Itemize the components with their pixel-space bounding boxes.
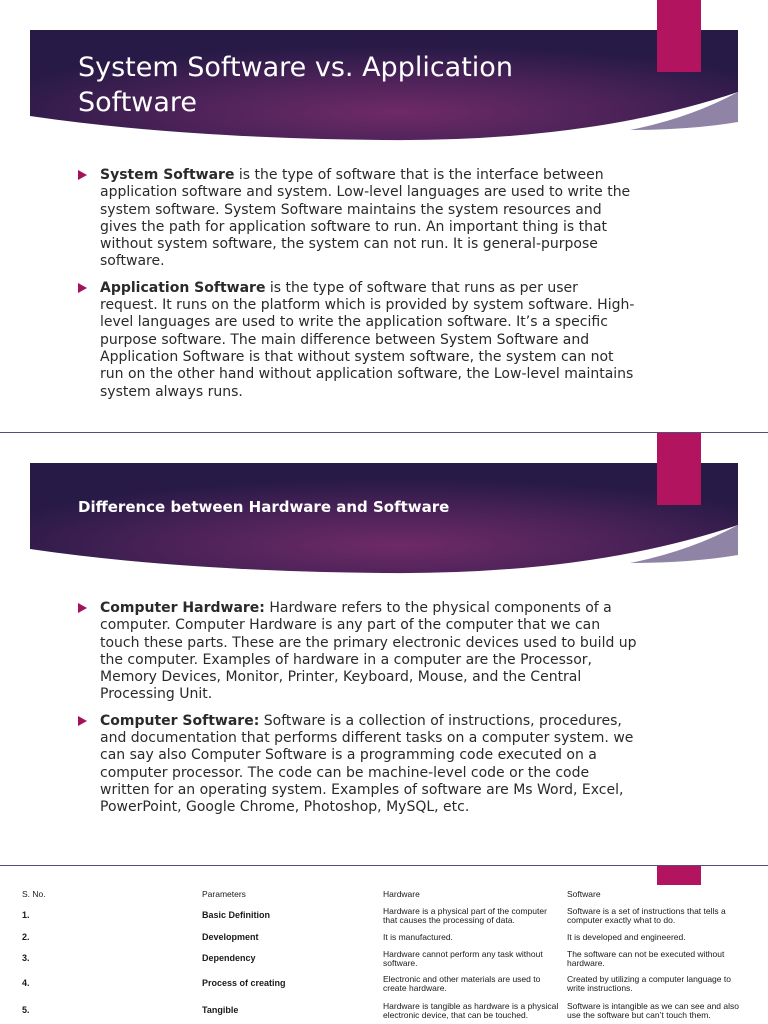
- bullet-item: [78, 600, 638, 704]
- table-row: [22, 904, 742, 928]
- bullet-item: [78, 280, 638, 401]
- bullet-item: [78, 167, 638, 271]
- accent-bar: [657, 433, 701, 505]
- header-cell: Software: [567, 889, 601, 900]
- bullet-list: [78, 167, 638, 410]
- table-cell: 5.: [22, 1005, 30, 1016]
- header-cell: Parameters: [202, 889, 246, 900]
- table-row: [22, 970, 742, 998]
- slide-3: [0, 866, 768, 1024]
- table-cell: It is developed and engineered.: [567, 932, 686, 943]
- table-cell: Software is intangible as we can see and also use the software but can’t touch them.: [567, 1000, 739, 1020]
- table-row: [22, 998, 742, 1024]
- bullet-term: Computer Software:: [100, 712, 260, 729]
- bullet-text: Software is a collection of instructions, procedures, and documentation that performs different tasks on a computer system. we can say also Computer Software is a programming code executed on a computer processor. The code can be machine-level code or the code written for an operating system. Examples of software are Ms Word, Excel, PowerPoint, Google Chrome, Photoshop, MySQL, etc.: [100, 712, 634, 816]
- table-cell: 4.: [22, 978, 30, 989]
- bullet-term: Application Software: [100, 279, 266, 296]
- bullet-arrow-icon: [78, 283, 87, 293]
- title-banner: [30, 463, 738, 575]
- table-row: [22, 948, 742, 970]
- table-cell: It is manufactured.: [383, 932, 453, 943]
- bullet-arrow-icon: [78, 170, 87, 180]
- bullet-text: is the type of software that runs as per user request. It runs on the platform which is provided by system software. High-level languages are used to write the application software. It’s a specific purpose software. The main difference between System Software and Application Software is that without system software, the system can not run on the other hand without application software, the Low-level maintains system always runs.: [100, 279, 635, 400]
- accent-bar: [657, 0, 701, 72]
- bullet-list: [78, 600, 638, 826]
- header-cell: Hardware: [383, 889, 420, 900]
- table-cell: Basic Definition: [202, 910, 271, 921]
- bullet-term: Computer Hardware:: [100, 600, 265, 616]
- bullet-term: System Software: [100, 167, 235, 183]
- accent-bar: [657, 866, 701, 885]
- table-cell: 2.: [22, 932, 30, 943]
- table-cell: Hardware cannot perform any task without software.: [383, 948, 543, 968]
- table-cell: Tangible: [202, 1005, 239, 1016]
- table-cell: The software can not be executed without hardware.: [567, 948, 725, 968]
- slide-title: System Software vs. Application Software: [78, 52, 513, 118]
- table-header-row: [22, 886, 742, 904]
- slide-2: [0, 433, 768, 865]
- table-cell: Dependency: [202, 953, 256, 964]
- table-cell: Development: [202, 932, 259, 943]
- slide-title: Difference between Hardware and Software: [78, 498, 450, 516]
- table-cell: Created by utilizing a computer language to write instructions.: [567, 973, 731, 993]
- bullet-arrow-icon: [78, 716, 87, 726]
- table-cell: Process of creating: [202, 978, 286, 989]
- table-cell: 3.: [22, 953, 30, 964]
- table-row: [22, 928, 742, 948]
- table-cell: Hardware is tangible as hardware is a physical electronic device, that can be touched.: [383, 1000, 559, 1020]
- header-cell: S. No.: [22, 889, 46, 900]
- table-cell: Software is a set of instructions that tells a computer exactly what to do.: [567, 905, 726, 925]
- bullet-item: [78, 713, 638, 817]
- bullet-text: Hardware refers to the physical components of a computer. Computer Hardware is any part of the computer that we can touch these parts. These are the primary electronic devices used to build up the computer. Examples of hardware in a computer are the Processor, Memory Devices, Monitor, Printer, Keyboard, Mouse, and the Central Processing Unit.: [100, 600, 637, 703]
- table-cell: 1.: [22, 910, 30, 921]
- table-cell: Electronic and other materials are used to create hardware.: [383, 973, 541, 993]
- bullet-text: is the type of software that is the interface between application software and system. Low-level languages are used to write the system software. System Software maintains the system resources and gives the path for application software to run. An important thing is that without system software, the system can not run. It is general-purpose software.: [100, 167, 631, 270]
- slide-1: [0, 0, 768, 432]
- bullet-arrow-icon: [78, 603, 87, 613]
- table-cell: Hardware is a physical part of the computer that causes the processing of data.: [383, 905, 547, 925]
- comparison-table: [22, 886, 742, 1024]
